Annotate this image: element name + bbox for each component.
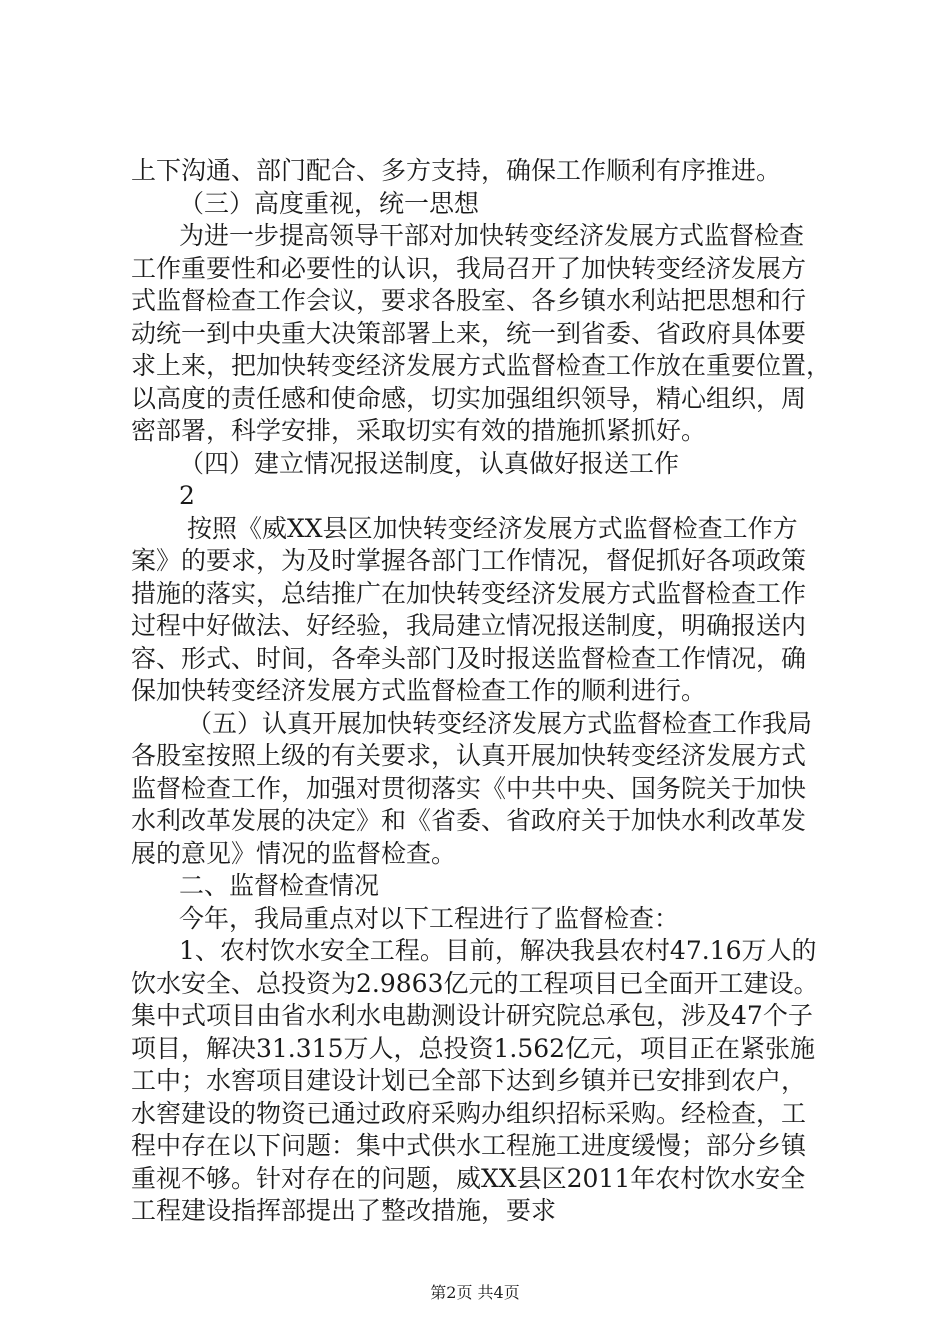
page-number-inline: 2: [179, 481, 195, 510]
text-line: 容、形式、时间，各牵头部门及时报送监督检查工作情况，确: [131, 643, 807, 673]
text-line: 重视不够。针对存在的问题，威XX县区2011年农村饮水安全: [131, 1163, 806, 1193]
paragraph-line: 今年，我局重点对以下工程进行了监督检查：: [179, 903, 680, 933]
text-line: 监督检查工作，加强对贯彻落实《中共中央、国务院关于加快: [131, 773, 807, 803]
document-body: [131, 155, 831, 1228]
text-line: 饮水安全、总投资为2.9863亿元的工程项目已全面开工建设。: [131, 968, 819, 998]
text-line: 保加快转变经济发展方式监督检查工作的顺利进行。: [131, 676, 707, 705]
section-heading-5: （五）认真开展加快转变经济发展方式监督检查工作我局: [187, 708, 813, 738]
section-heading-2: 二、监督检查情况: [179, 871, 380, 900]
text-line: 展的意见》情况的监督检查。: [131, 838, 457, 868]
page-footer: 第2页 共4页: [430, 1283, 520, 1302]
text-line: 式监督检查工作会议，要求各股室、各乡镇水利站把思想和行: [131, 286, 807, 315]
paragraph-line: 1、农村饮水安全工程。目前，解决我县农村47.16万人的: [179, 936, 817, 965]
text-line: 集中式项目由省水利水电勘测设计研究院总承包，涉及47个子: [131, 1001, 813, 1030]
text-line: 工程建设指挥部提出了整改措施，要求: [131, 1196, 557, 1225]
text-line: 上下沟通、部门配合、多方支持，确保工作顺利有序推进。: [131, 156, 782, 185]
text-line: 措施的落实，总结推广在加快转变经济发展方式监督检查工作: [131, 578, 807, 608]
text-line: 程中存在以下问题：集中式供水工程施工进度缓慢；部分乡镇: [131, 1131, 807, 1160]
section-heading-4: （四）建立情况报送制度，认真做好报送工作: [179, 448, 680, 478]
paragraph-line: 为进一步提高领导干部对加快转变经济发展方式监督检查: [179, 221, 805, 250]
paragraph-line: 按照《威XX县区加快转变经济发展方式监督检查工作方: [187, 513, 798, 543]
text-line: 工作重要性和必要性的认识，我局召开了加快转变经济发展方: [131, 253, 807, 283]
text-line: 水窖建设的物资已通过政府采购办组织招标采购。经检查，工: [131, 1098, 807, 1128]
text-line: 项目，解决31.315万人，总投资1.562亿元，项目正在紧张施: [131, 1033, 816, 1063]
text-line: 工中；水窖项目建设计划已全部下达到乡镇并已安排到农户，: [131, 1066, 807, 1095]
text-line: 水利改革发展的决定》和《省委、省政府关于加快水利改革发: [131, 806, 807, 835]
text-line: 案》的要求，为及时掌握各部门工作情况，督促抓好各项政策: [131, 546, 807, 575]
section-heading-3: （三）高度重视，统一思想: [179, 188, 480, 218]
text-line: 以高度的责任感和使命感，切实加强组织领导，精心组织，周: [131, 383, 807, 413]
text-line: 过程中好做法、好经验，我局建立情况报送制度，明确报送内: [131, 611, 807, 640]
text-line: 求上来，把加快转变经济发展方式监督检查工作放在重要位置，: [131, 351, 831, 380]
text-line: 动统一到中央重大决策部署上来，统一到省委、省政府具体要: [131, 318, 807, 348]
text-line: 密部署，科学安排，采取切实有效的措施抓紧抓好。: [131, 416, 707, 445]
text-line: 各股室按照上级的有关要求，认真开展加快转变经济发展方式: [131, 741, 807, 770]
